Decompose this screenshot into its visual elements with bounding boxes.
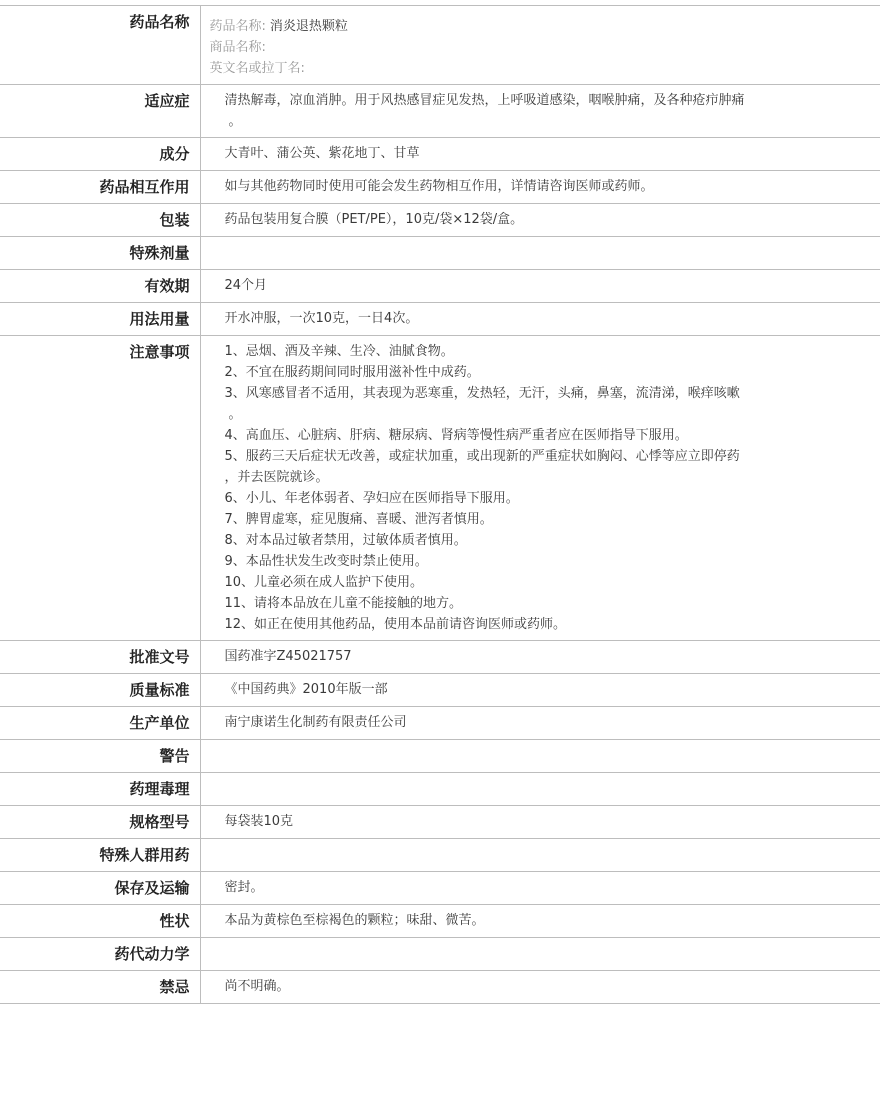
english-name-key: 英文名或拉丁名: [209,61,305,76]
row-shelf-life [0,270,880,303]
label-precautions: 注意事项 [0,336,200,641]
label-pharmacokinetics: 药代动力学 [0,938,200,971]
row-approval-no [0,641,880,674]
value-warning [200,740,880,773]
value-pharmacokinetics [200,938,880,971]
trade-name-key: 商品名称: [209,40,266,55]
row-indications [0,85,880,138]
label-indications: 适应症 [0,85,200,138]
precaution-line: 1、忌烟、酒及辛辣、生冷、油腻食物。 [224,344,454,359]
label-packaging: 包装 [0,204,200,237]
value-contraindications: 尚不明确。 [200,971,880,1004]
value-manufacturer: 南宁康诺生化制药有限责任公司 [200,707,880,740]
row-ingredients [0,138,880,171]
drug-name-key: 药品名称: [209,19,266,34]
precaution-line: ，并去医院就诊。 [224,470,329,485]
value-pharmacology [200,773,880,806]
precaution-line: 11、请将本品放在儿童不能接触的地方。 [224,596,463,611]
label-approval-no: 批准文号 [0,641,200,674]
label-warning: 警告 [0,740,200,773]
label-appearance: 性状 [0,905,200,938]
row-quality-standard [0,674,880,707]
row-packaging [0,204,880,237]
value-appearance: 本品为黄棕色至棕褐色的颗粒；味甜、微苦。 [200,905,880,938]
value-usage: 开水冲服，一次10克，一日4次。 [200,303,880,336]
label-special-population: 特殊人群用药 [0,839,200,872]
value-special-dosage [200,237,880,270]
precaution-line: 2、不宜在服药期间同时服用滋补性中成药。 [224,365,480,380]
value-approval-no: 国药准字Z45021757 [200,641,880,674]
row-storage [0,872,880,905]
row-contraindications [0,971,880,1004]
value-interactions: 如与其他药物同时使用可能会发生药物相互作用，详情请咨询医师或药师。 [200,171,880,204]
row-usage [0,303,880,336]
label-quality-standard: 质量标准 [0,674,200,707]
row-interactions [0,171,880,204]
row-pharmacology [0,773,880,806]
label-pharmacology: 药理毒理 [0,773,200,806]
label-specification: 规格型号 [0,806,200,839]
label-contraindications: 禁忌 [0,971,200,1004]
value-storage: 密封。 [200,872,880,905]
value-ingredients: 大青叶、蒲公英、紫花地丁、甘草 [200,138,880,171]
precaution-line: 12、如正在使用其他药品，使用本品前请咨询医师或药师。 [224,617,567,632]
value-quality-standard: 《中国药典》2010年版一部 [200,674,880,707]
label-usage: 用法用量 [0,303,200,336]
row-special-dosage [0,237,880,270]
label-ingredients: 成分 [0,138,200,171]
precaution-line: 6、小儿、年老体弱者、孕妇应在医师指导下服用。 [224,491,519,506]
label-drug-name: 药品名称 [0,6,200,85]
row-pharmacokinetics [0,938,880,971]
value-specification: 每袋装10克 [200,806,880,839]
label-shelf-life: 有效期 [0,270,200,303]
precaution-line: 7、脾胃虚寒，症见腹痛、喜暖、泄泻者慎用。 [224,512,493,527]
value-precautions [200,336,880,641]
label-storage: 保存及运输 [0,872,200,905]
row-specification [0,806,880,839]
label-special-dosage: 特殊剂量 [0,237,200,270]
row-precautions [0,336,880,641]
row-warning [0,740,880,773]
precaution-line: 10、儿童必须在成人监护下使用。 [224,575,424,590]
row-manufacturer [0,707,880,740]
row-drug-name [0,6,880,85]
value-indications: 清热解毒，凉血消肿。用于风热感冒症见发热，上呼吸道感染，咽喉肿痛，及各种疮疖肿痛 。 [200,85,880,138]
row-special-population [0,839,880,872]
label-manufacturer: 生产单位 [0,707,200,740]
drug-spec-table [0,5,880,1004]
name-block [201,6,880,79]
drug-name-value: 消炎退热颗粒 [269,19,348,34]
precaution-line: 。 [228,407,242,422]
row-appearance [0,905,880,938]
value-special-population [200,839,880,872]
precaution-line: 3、风寒感冒者不适用，其表现为恶寒重，发热轻，无汗，头痛，鼻塞，流清涕，喉痒咳嗽 [224,386,740,401]
label-interactions: 药品相互作用 [0,171,200,204]
precaution-line: 4、高血压、心脏病、肝病、糖尿病、肾病等慢性病严重者应在医师指导下服用。 [224,428,688,443]
precaution-line: 8、对本品过敏者禁用，过敏体质者慎用。 [224,533,467,548]
precaution-line: 5、服药三天后症状无改善，或症状加重，或出现新的严重症状如胸闷、心悸等应立即停药 [224,449,740,464]
precaution-line: 9、本品性状发生改变时禁止使用。 [224,554,428,569]
value-shelf-life: 24个月 [200,270,880,303]
value-packaging: 药品包装用复合膜（PET/PE），10克/袋×12袋/盒。 [200,204,880,237]
